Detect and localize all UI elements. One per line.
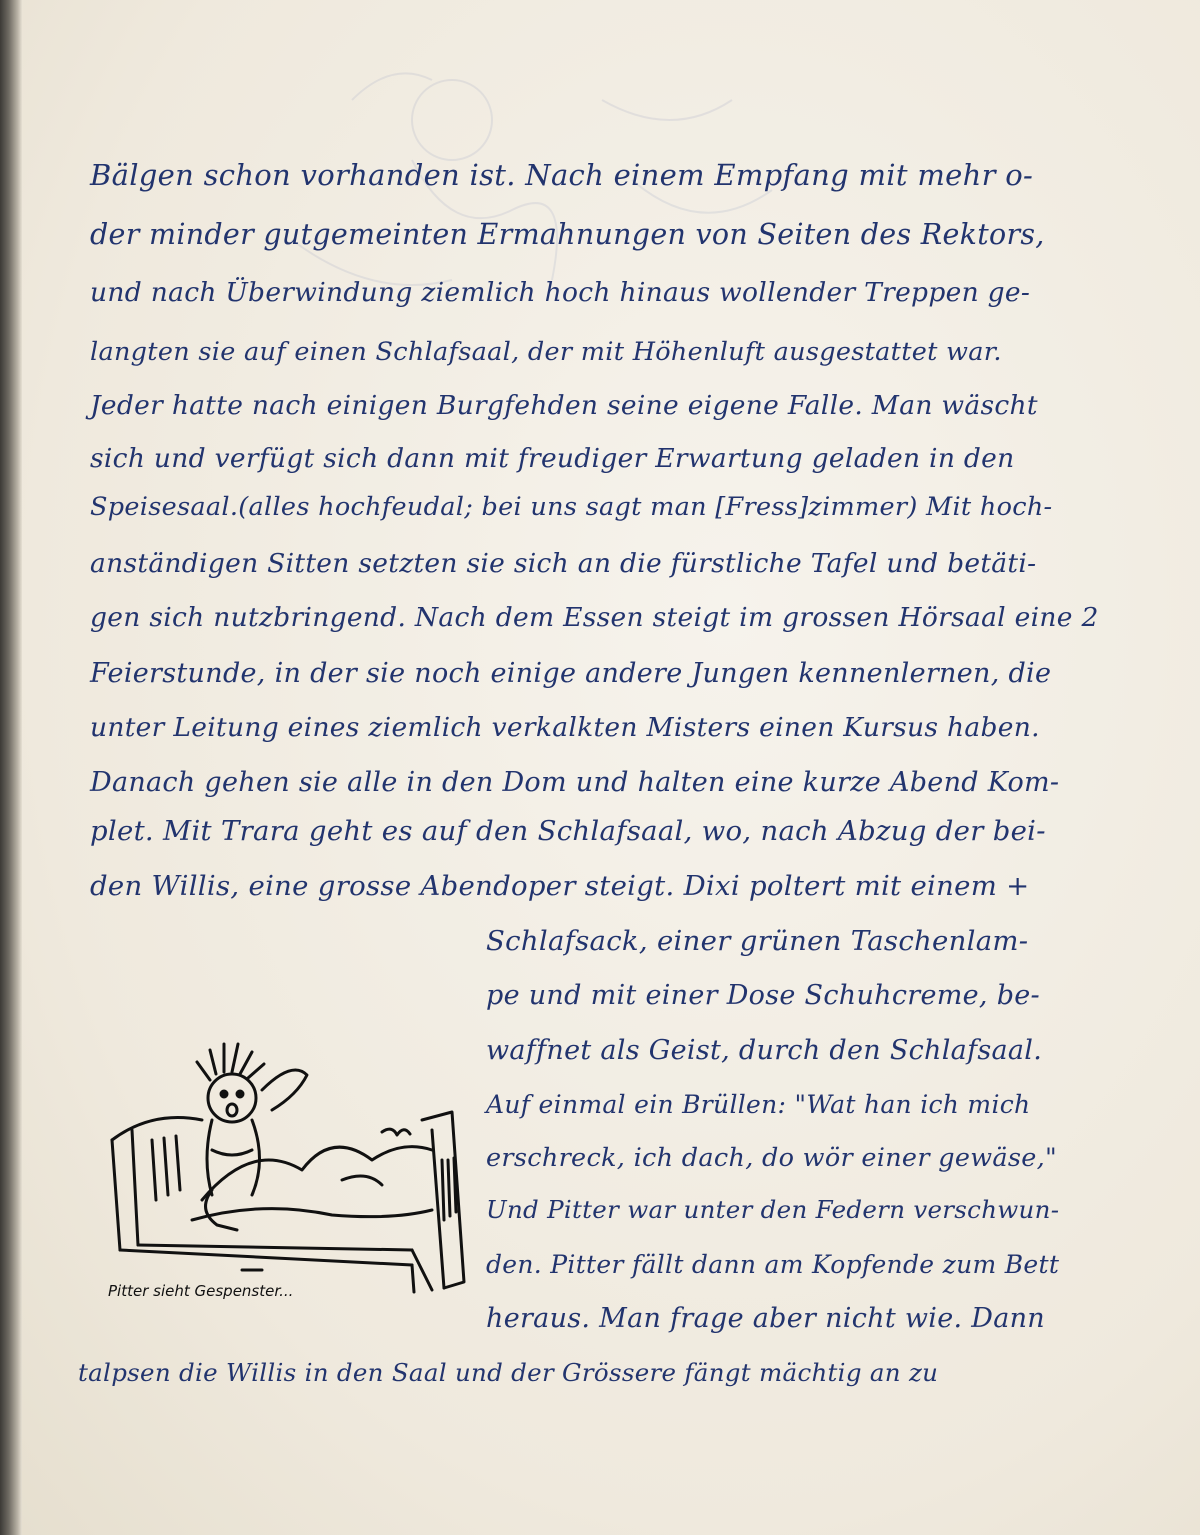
text-line: talpsen die Willis in den Saal und der Grössere fängt mächtig an zu (78, 1358, 939, 1387)
text-line: langten sie auf einen Schlafsaal, der mit Höhenluft ausgestattet war. (90, 337, 1002, 367)
text-line: pe und mit einer Dose Schuhcreme, be- (486, 980, 1040, 1011)
text-line: Und Pitter war unter den Federn verschwun- (486, 1195, 1060, 1224)
text-line: anständigen Sitten setzten sie sich an die fürstliche Tafel und betäti- (90, 548, 1037, 579)
text-line: Danach gehen sie alle in den Dom und halten eine kurze Abend Kom- (90, 767, 1060, 798)
text-line: Auf einmal ein Brüllen: "Wat han ich mich (486, 1090, 1031, 1119)
text-line: heraus. Man frage aber nicht wie. Dann (486, 1303, 1045, 1334)
text-line: gen sich nutzbringend. Nach dem Essen steigt im grossen Hörsaal eine 2 (90, 602, 1099, 633)
text-line: Feierstunde, in der sie noch einige andere Jungen kennenlernen, die (90, 658, 1052, 689)
notebook-page (22, 0, 1200, 1535)
text-line: Bälgen schon vorhanden ist. Nach einem Empfang mit mehr o- (90, 158, 1034, 192)
text-line: Speisesaal.(alles hochfeudal; bei uns sagt man [Fress]zimmer) Mit hoch- (90, 492, 1053, 522)
text-line: unter Leitung eines ziemlich verkalkten Misters einen Kursus haben. (90, 712, 1040, 743)
text-line: sich und verfügt sich dann mit freudiger Erwartung geladen in den (90, 443, 1015, 474)
illustration-boy-in-bed (92, 1020, 502, 1320)
text-line: waffnet als Geist, durch den Schlafsaal. (486, 1035, 1043, 1066)
book-binding (0, 0, 22, 1535)
text-line: der minder gutgemeinten Ermahnungen von Seiten des Rektors, (90, 218, 1045, 251)
illustration-caption: Pitter sieht Gespenster... (108, 1282, 294, 1300)
text-line: und nach Überwindung ziemlich hoch hinaus wollender Treppen ge- (90, 277, 1031, 308)
text-line: plet. Mit Trara geht es auf den Schlafsaal, wo, nach Abzug der bei- (90, 815, 1046, 847)
text-line: den Willis, eine grosse Abendoper steigt. Dixi poltert mit einem + (90, 870, 1030, 902)
text-line: den. Pitter fällt dann am Kopfende zum Bett (486, 1250, 1060, 1279)
text-line: Jeder hatte nach einigen Burgfehden seine eigene Falle. Man wäscht (90, 390, 1038, 421)
text-line: erschreck, ich dach, do wör einer gewäse," (486, 1143, 1058, 1173)
text-line: Schlafsack, einer grünen Taschenlam- (486, 925, 1029, 957)
